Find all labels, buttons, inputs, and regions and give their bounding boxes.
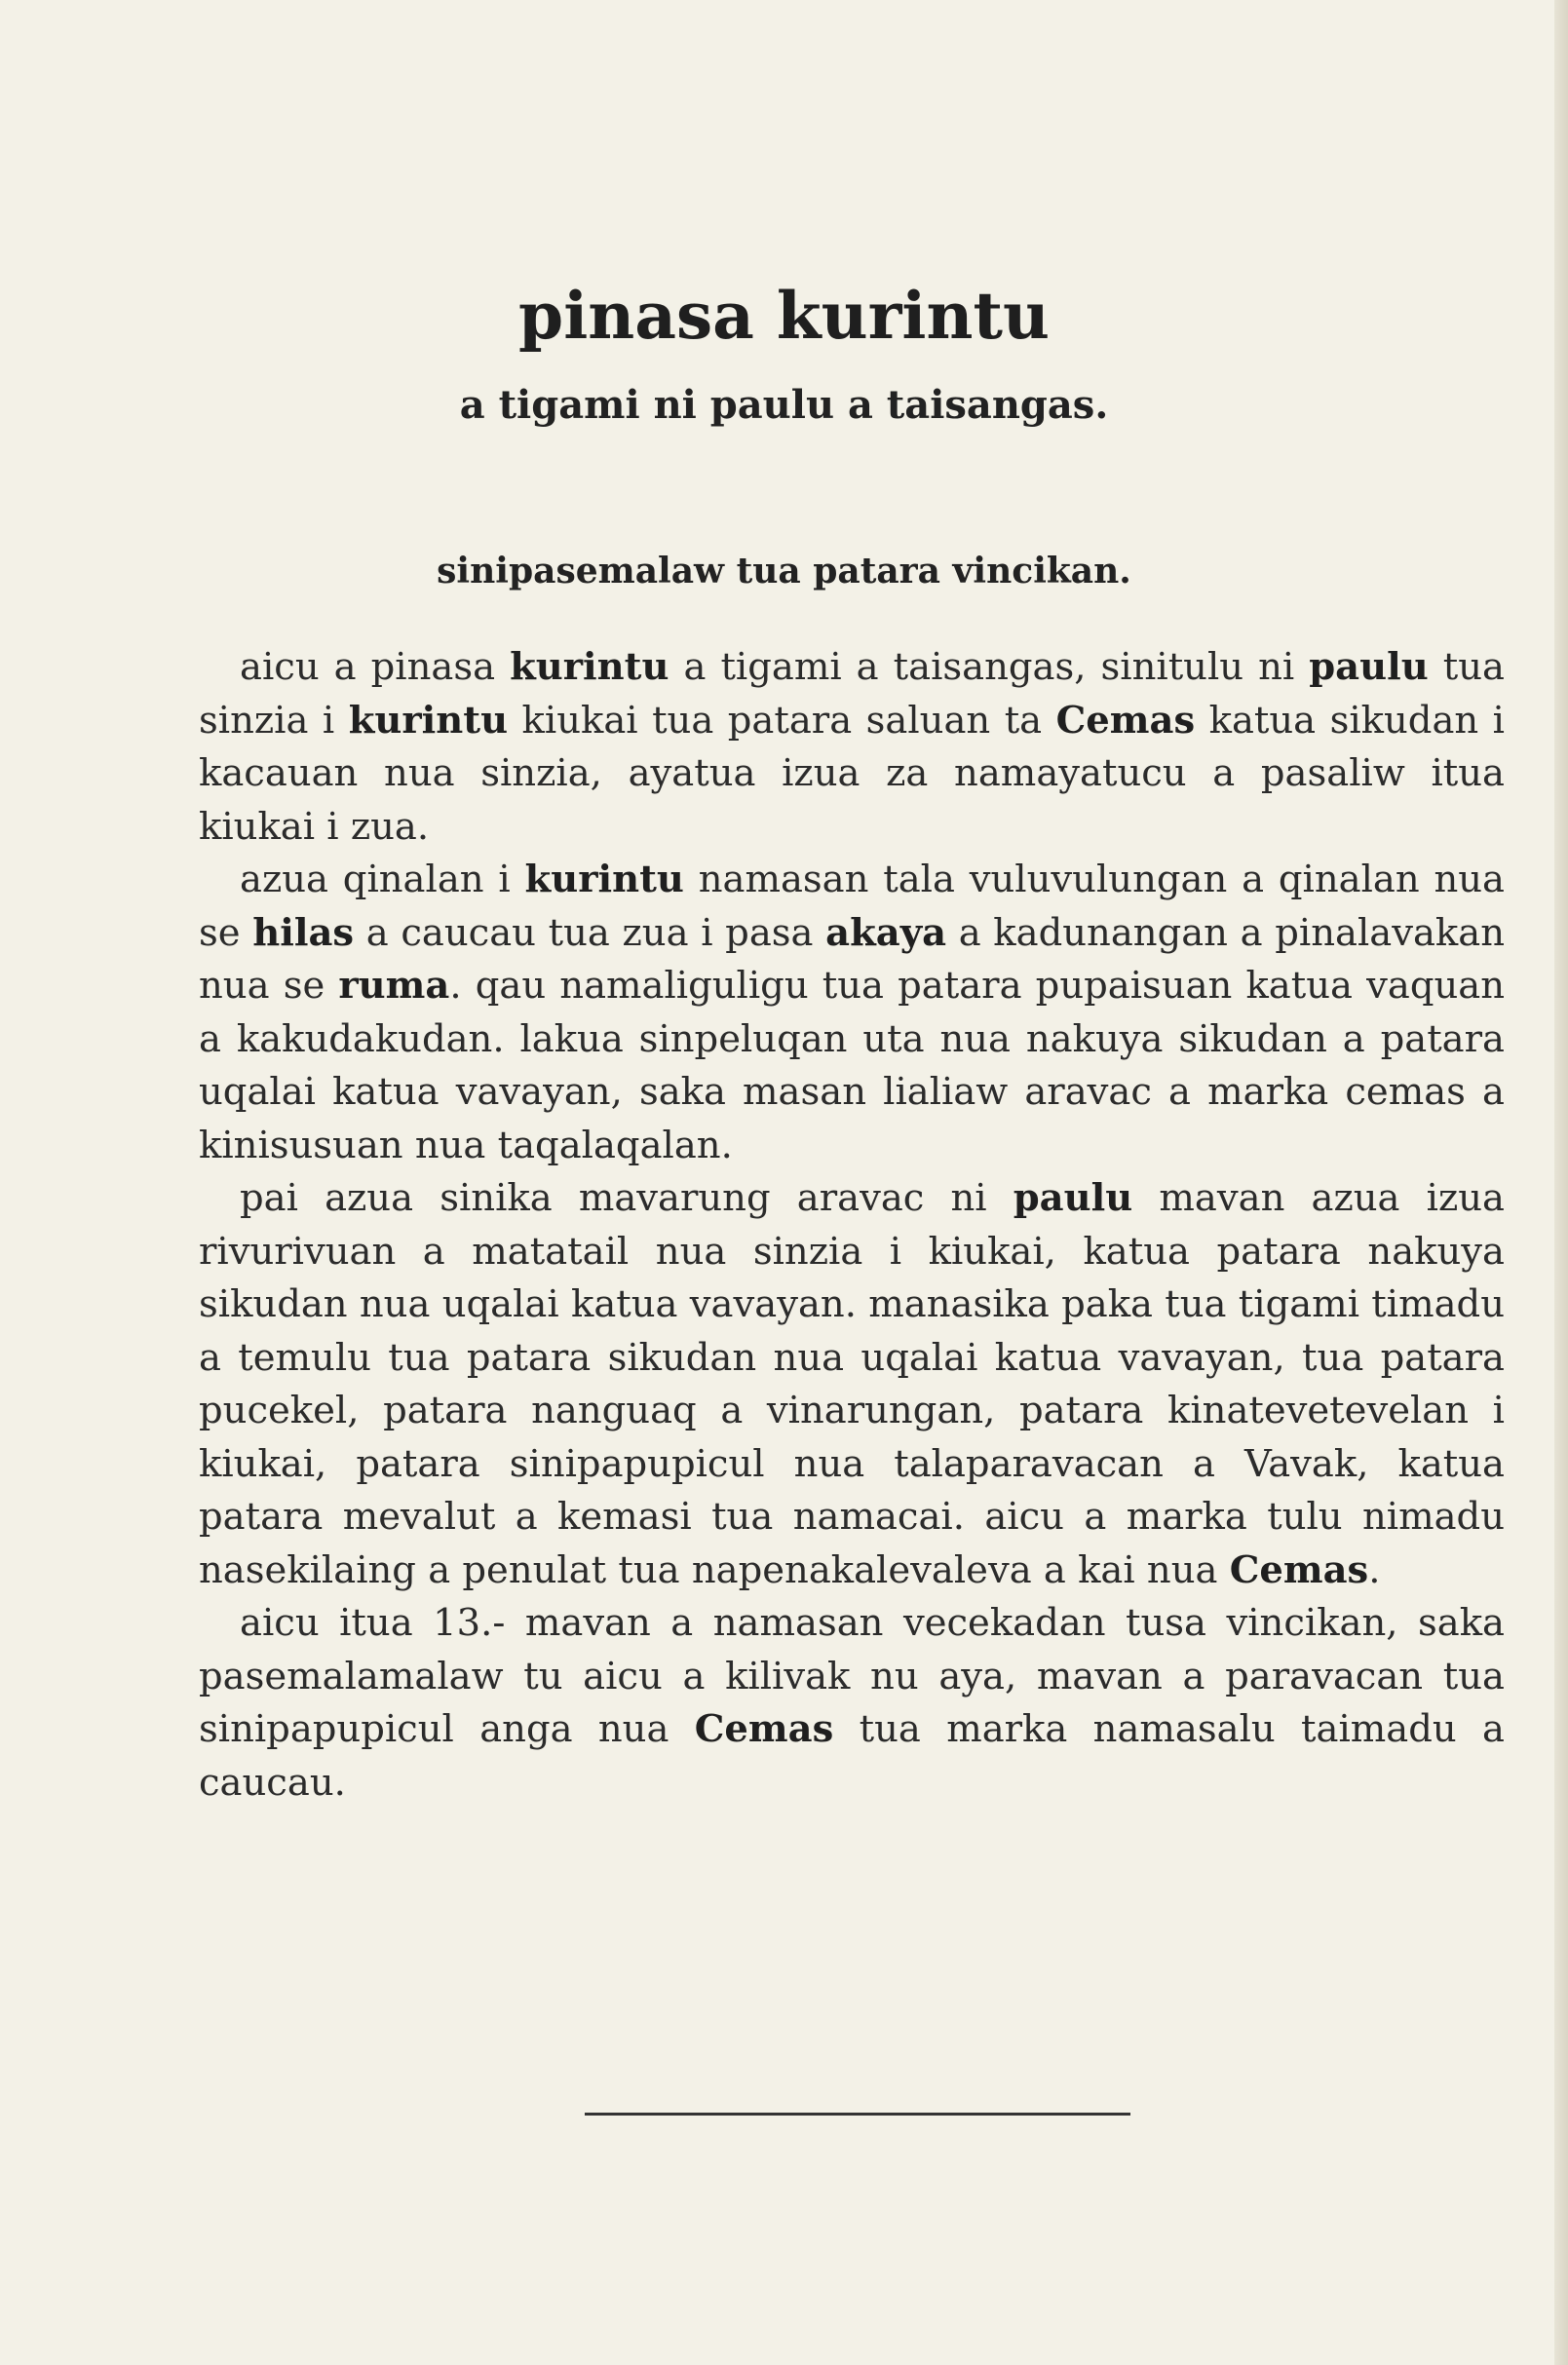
bold-term: ruma	[338, 964, 450, 1008]
bold-term: akaya	[825, 910, 947, 955]
paragraph-2	[199, 854, 1505, 1172]
body-text	[199, 641, 1505, 1810]
text-run: .	[1368, 1547, 1381, 1592]
bold-term: hilas	[252, 910, 355, 955]
bold-term: Cemas	[1055, 698, 1196, 743]
bold-term: kurintu	[510, 645, 669, 689]
bold-term: paulu	[1013, 1176, 1133, 1220]
text-run: aicu itua 13.- mavan a namasan vecekadan tusa vincikan, saka pasemalamalaw tu aicu a kilivak nu aya, mavan a paravacan tua sinipapupicul anga nua	[199, 1601, 1505, 1751]
text-run: aicu a pinasa	[240, 645, 511, 689]
text-run: tua sinzia i	[199, 645, 1505, 743]
text-run: a tigami a taisangas, sinitulu ni	[669, 645, 1310, 689]
paragraph-4	[199, 1597, 1505, 1810]
paragraph-3	[199, 1172, 1505, 1597]
bold-term: Cemas	[694, 1707, 834, 1751]
text-run: katua sikudan i kacauan nua sinzia, ayatua izua za namayatucu a pasaliw itua kiukai i zua.	[199, 698, 1505, 849]
text-run: kiukai tua patara saluan ta	[508, 698, 1056, 743]
page-subtitle: a tigami ni paulu a taisangas.	[459, 382, 1109, 428]
bold-term: Cemas	[1229, 1547, 1369, 1592]
text-run: azua qinalan i	[240, 858, 525, 901]
section-heading: sinipasemalaw tua patara vincikan.	[437, 551, 1131, 591]
text-run: mavan azua izua rivurivuan a matatail nua sinzia i kiukai, katua patara nakuya sikudan nua uqalai katua vavayan. manasika paka tua tigami timadu a temulu tua patara sikudan nua uqalai katua vavayan, tua patara pucekel, patara nanguaq a vinarungan, patara kinatevetevelan i kiukai, patara sinipapupicul nua talaparavacan a Vavak, katua patara mevalut a kemasi tua namacai. aicu a marka tulu nimadu nasekilaing a penulat tua napenakalevaleva a kai nua	[199, 1176, 1505, 1592]
text-run: pai azua sinika mavarung aravac ni	[240, 1176, 1013, 1220]
text-run: tua marka namasalu taimadu a caucau.	[199, 1707, 1505, 1805]
page-edge	[1554, 0, 1568, 2365]
bold-term: paulu	[1309, 645, 1429, 689]
text-run: a kadunangan a pinalavakan nua se	[199, 910, 1505, 1008]
bold-term: kurintu	[348, 698, 509, 743]
closing-rule	[585, 2113, 1130, 2116]
text-run: namasan tala vuluvulungan a qinalan nua se	[199, 858, 1505, 955]
text-run: . qau namaliguligu tua patara pupaisuan katua vaquan a kakudakudan. lakua sinpeluqan uta nua nakuya sikudan a patara uqalai katua vavayan, saka masan lialiaw aravac a marka cemas a kinisusuan nua taqalaqalan.	[199, 964, 1506, 1167]
text-run: a caucau tua zua i pasa	[354, 910, 826, 955]
bold-term: kurintu	[524, 858, 684, 901]
page-title: pinasa kurintu	[518, 278, 1050, 354]
paragraph-1	[199, 641, 1505, 854]
